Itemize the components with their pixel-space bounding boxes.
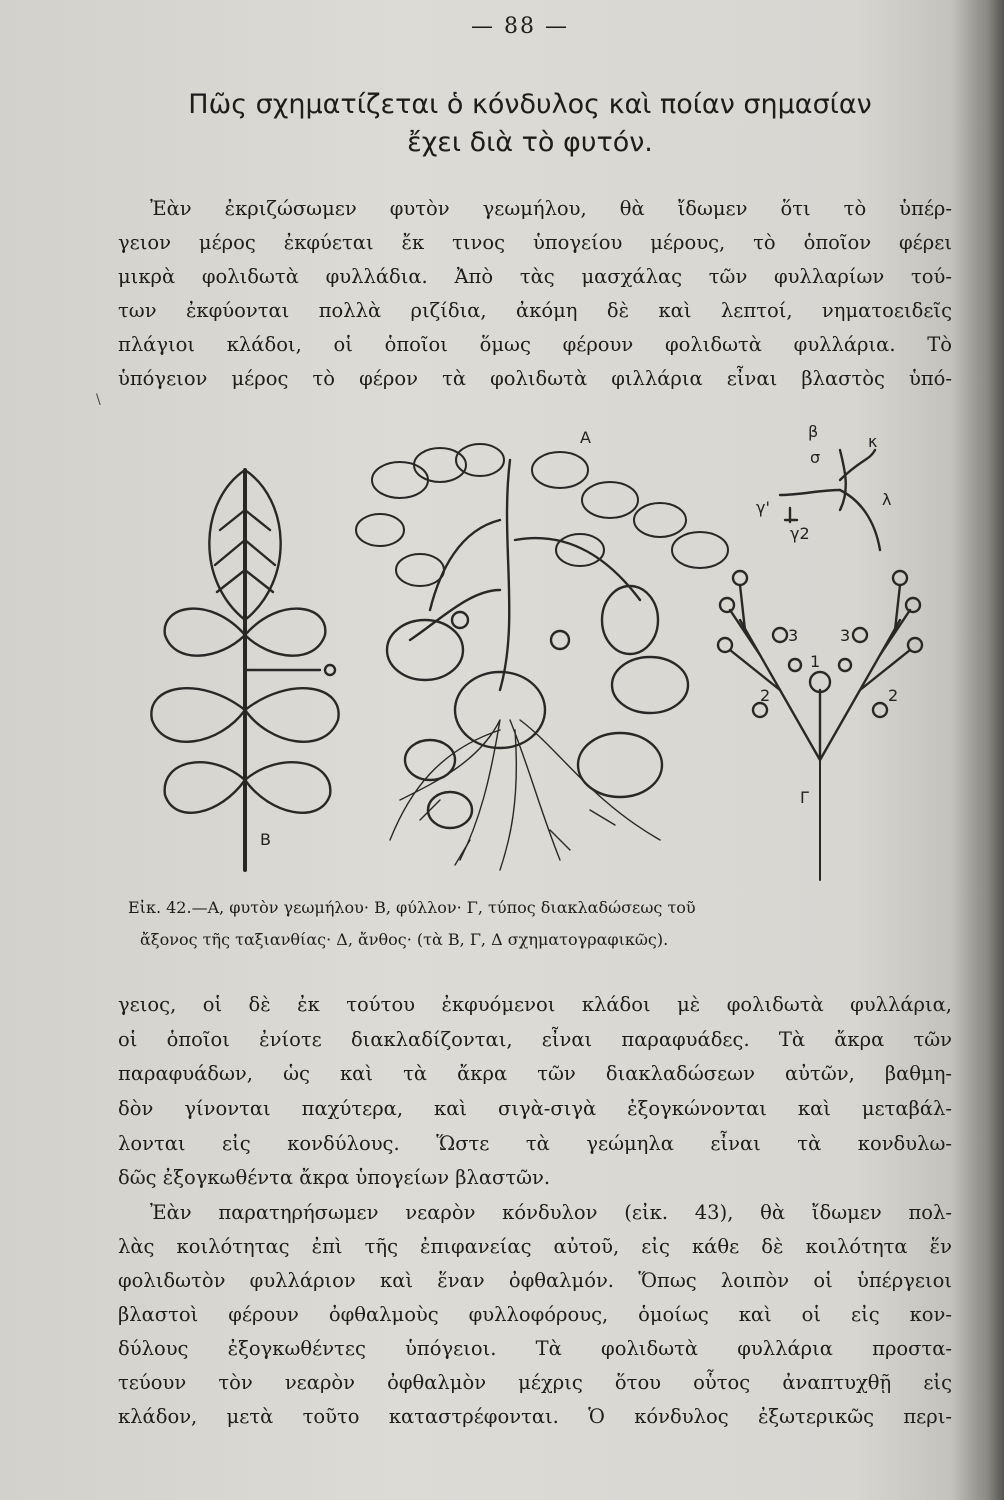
text-line: φολιδωτὸν φυλλάριον καὶ ἕναν ὀφθαλμόν. Ὅπως λοιπὸν οἱ ὑπέργειοι	[118, 1269, 952, 1292]
figure-label-d-l: λ	[882, 490, 892, 509]
text-line: πλάγιοι κλάδοι, οἱ ὁποῖοι ὅμως φέρουν φολιδωτὰ φυλλάρια. Τὸ	[118, 333, 952, 356]
text-line: γειος, οἱ δὲ ἐκ τούτου ἐκφυόμενοι κλάδοι μὲ φολιδωτὰ φυλλάρια,	[118, 993, 952, 1016]
figure-label-g-2a: 2	[760, 686, 771, 705]
page-number: — 88 —	[471, 14, 569, 39]
text-line: δὸν γίνονται παχύτερα, καὶ σιγὰ-σιγὰ ἐξογκώνονται καὶ μεταβάλ-	[118, 1097, 952, 1121]
text-line: κλάδον, μετὰ τοῦτο καταστρέφονται. Ὁ κόνδυλος ἐξωτερικῶς περι-	[118, 1405, 952, 1428]
branching-diagram-g	[718, 571, 922, 880]
figure-caption	[128, 892, 958, 956]
text-line: μικρὰ φολιδωτὰ φυλλάδια. Ἀπὸ τὰς μασχάλας τῶν φυλλαρίων τού-	[118, 265, 952, 288]
text-line: δῶς ἐξογκωθέντα ἄκρα ὑπογείων βλαστῶν.	[118, 1166, 551, 1190]
leaf-drawing-b	[151, 470, 338, 870]
figure-label-a: Α	[580, 428, 591, 447]
figure-label-g-3a: 3	[788, 626, 799, 645]
figure-label-d-k: κ	[868, 432, 878, 451]
margin-mark: \	[96, 392, 101, 408]
figure-label-g-3b: 3	[840, 626, 851, 645]
text-line: Ἐὰν ἐκριζώσωμεν φυτὸν γεωμήλου, θὰ ἴδωμεν ὅτι τὸ ὑπέρ-	[150, 197, 952, 220]
title-line: ἔχει διὰ τὸ φυτόν.	[407, 127, 653, 158]
figure-42	[140, 420, 940, 890]
text-line: δύλους ἐξογκωθέντες ὑπόγειοι. Τὰ φολιδωτὰ φυλλάρια προστα-	[118, 1337, 952, 1360]
caption-line: Εἰκ. 42.—Α, φυτὸν γεωμήλου· Β, φύλλον· Γ, τύπος διακλαδώσεως τοῦ	[128, 898, 696, 917]
caption-line: ἄξονος τῆς ταξιανθίας· Δ, ἄνθος· (τὰ Β, Γ, Δ σχηματογραφικῶς).	[140, 930, 669, 949]
paragraph-intro	[118, 192, 952, 396]
text-line: παραφυάδων, ὡς καὶ τὰ ἄκρα τῶν διακλαδώσεων αὐτῶν, βαθμη-	[118, 1062, 952, 1086]
figure-label-d-s: σ	[810, 448, 821, 467]
figure-label-b: Β	[260, 830, 271, 849]
potato-plant-drawing-a	[356, 444, 728, 870]
section-title	[110, 86, 950, 162]
figure-label-d-g2: γ2	[790, 524, 810, 543]
paragraph-tubers	[118, 988, 952, 1196]
text-line: λὰς κοιλότητας ἐπὶ τῆς ἐπιφανείας αὐτοῦ, εἰς κάθε δὲ κοιλότητα ἕν	[118, 1235, 952, 1258]
figure-label-g: Γ	[800, 788, 809, 807]
text-line: τεύουν τὸν νεαρὸν ὀφθαλμὸν μέχρις ὅτου οὗτος ἀναπτυχθῇ εἰς	[118, 1371, 952, 1394]
book-spine-shadow	[952, 0, 1004, 1500]
text-line: βλαστοὶ φέρουν ὀφθαλμοὺς φυλλοφόρους, ὁμοίως καὶ οἱ εἰς κον-	[118, 1303, 952, 1326]
text-line: των ἐκφύονται πολλὰ ριζίδια, ἀκόμη δὲ καὶ λεπτοί, νηματοειδεῖς	[118, 299, 952, 322]
figure-label-g-1: 1	[810, 652, 821, 671]
figure-label-g-2b: 2	[888, 686, 899, 705]
text-line: οἱ ὁποῖοι ἐνίοτε διακλαδίζονται, εἶναι παραφυάδες. Τὰ ἄκρα τῶν	[118, 1027, 952, 1051]
text-line: γειον μέρος ἐκφύεται ἔκ τινος ὑπογείου μέρους, τὸ ὁποῖον φέρει	[118, 231, 952, 254]
figure-label-d-b: β	[808, 422, 819, 441]
text-line: λονται εἰς κονδύλους. Ὥστε τὰ γεώμηλα εἶναι τὰ κονδυλω-	[118, 1131, 952, 1155]
figure-label-d-g1: γ'	[756, 498, 770, 517]
paragraph-young-tuber	[118, 1196, 952, 1434]
text-line: ὑπόγειον μέρος τὸ φέρον τὰ φολιδωτὰ φιλλάρια εἶναι βλαστὸς ὑπό-	[118, 367, 952, 390]
text-line: Ἐὰν παρατηρήσωμεν νεαρὸν κόνδυλον (εἰκ. 43), θὰ ἴδωμεν πολ-	[150, 1201, 952, 1224]
title-line: Πῶς σχηματίζεται ὁ κόνδυλος καὶ ποίαν σημασίαν	[188, 89, 872, 120]
